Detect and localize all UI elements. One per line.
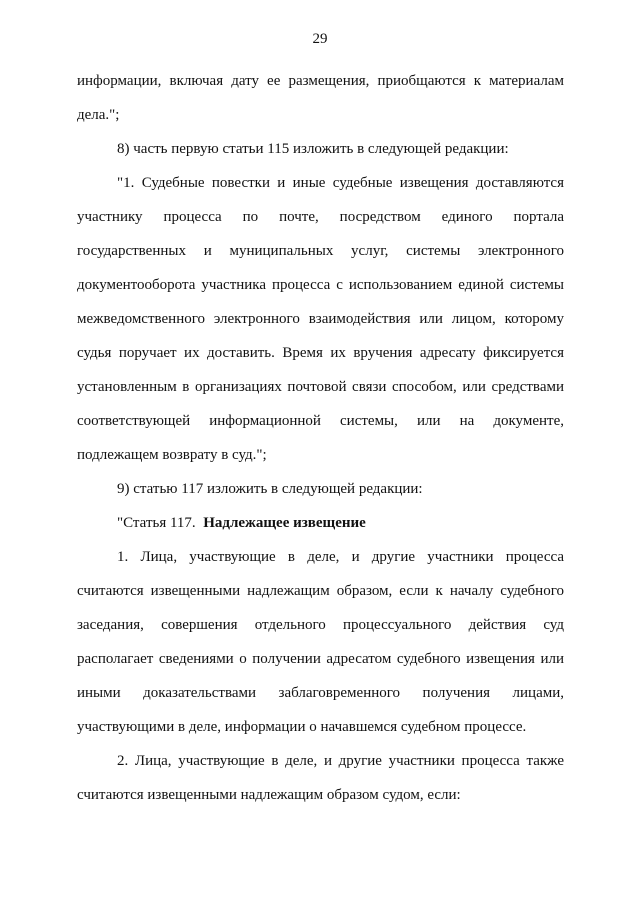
document-body (77, 64, 564, 812)
paragraph-article-117-part-1: 1. Лица, участвующие в деле, и другие участники процесса считаются извещенными надлежащим образом, если к началу судебного заседания, совершения отдельного процессуального действия суд располагает сведениями о получении адресатом судебного извещения или иными доказательствами заблаговременного получения лицами, участвующими в деле, информации о начавшемся судебном процессе. (77, 549, 564, 735)
article-117-title (77, 506, 564, 540)
article-117-number: "Статья 117. (117, 515, 196, 531)
article-117-heading: Надлежащее извещение (203, 515, 366, 531)
paragraph-continuation: информации, включая дату ее размещения, приобщаются к материалам дела."; (77, 73, 564, 123)
paragraph-article-115-text: "1. Судебные повестки и иные судебные извещения доставляются участнику процесса по почте, посредством единого портала государственных и муниципальных услуг, системы электронного документооборота участника процесса с использованием единой системы межведомственного электронного взаимодействия или лицом, которому судья поручает их доставить. Время их вручения адресату фиксируется установленным в организациях почтовой связи способом, или средствами соответствующей информационной системы, или на документе, подлежащем возврату в суд."; (77, 175, 564, 463)
paragraph-item-9: 9) статью 117 изложить в следующей редакции: (117, 481, 423, 497)
page-number: 29 (312, 31, 328, 47)
paragraph-item-8: 8) часть первую статьи 115 изложить в следующей редакции: (117, 141, 509, 157)
paragraph-article-117-part-2: 2. Лица, участвующие в деле, и другие участники процесса также считаются извещенными надлежащим образом судом, если: (77, 753, 564, 803)
